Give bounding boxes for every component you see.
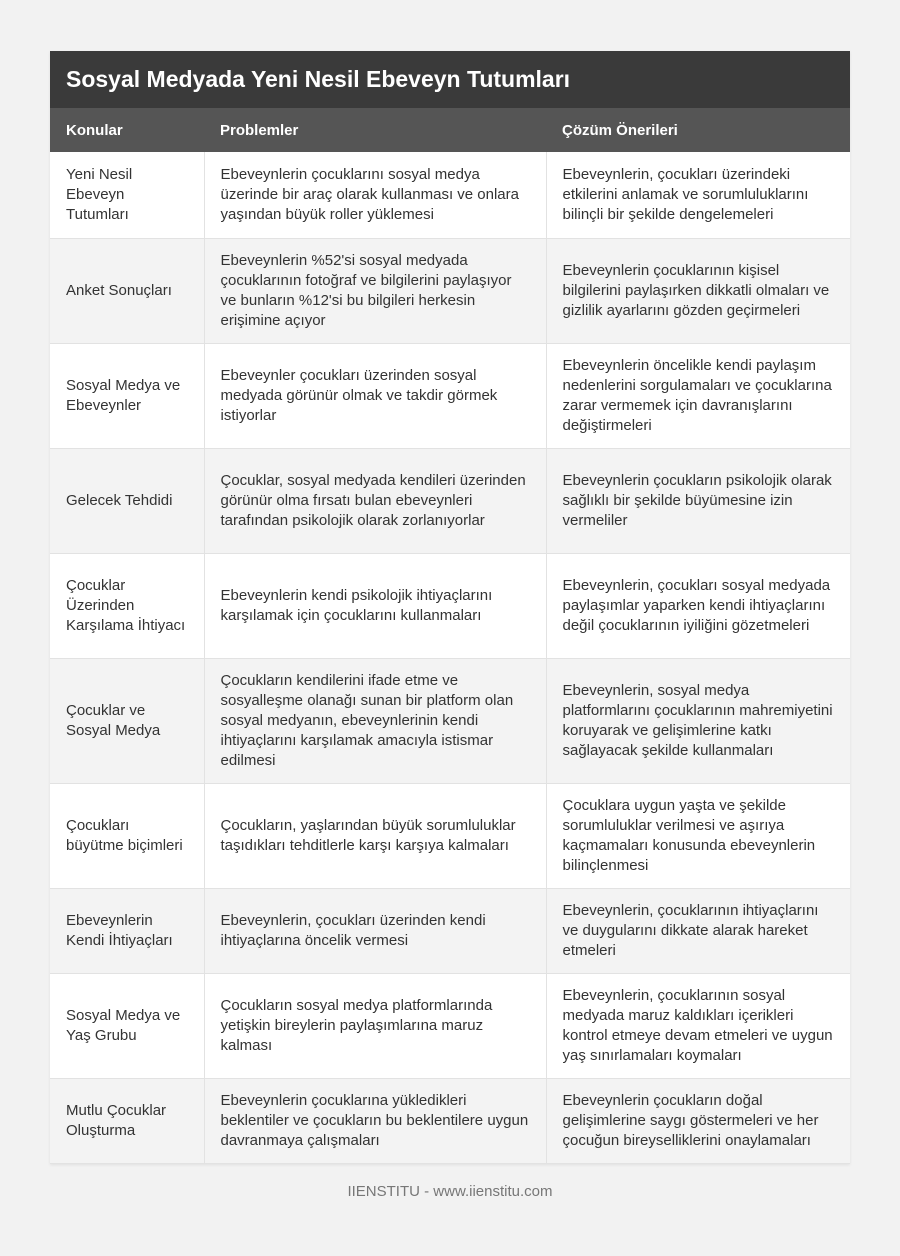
topic-cell: Yeni Nesil Ebeveyn Tutumları	[50, 152, 204, 238]
topic-cell: Ebeveynlerin Kendi İhtiyaçları	[50, 888, 204, 973]
table-row	[50, 553, 850, 658]
topic-cell: Çocuklar ve Sosyal Medya	[50, 658, 204, 783]
table-row	[50, 343, 850, 448]
problem-cell: Ebeveynlerin kendi psikolojik ihtiyaçlarını karşılamak için çocuklarını kullanmaları	[204, 553, 546, 658]
table-card	[50, 51, 850, 1164]
topic-cell: Anket Sonuçları	[50, 238, 204, 343]
solution-cell: Ebeveynlerin çocukların psikolojik olarak sağlıklı bir şekilde büyümesine izin vermeliler	[546, 448, 850, 553]
problem-cell: Çocuklar, sosyal medyada kendileri üzerinden görünür olma fırsatı bulan ebeveynleri tarafından psikolojik olarak zorlanıyorlar	[204, 448, 546, 553]
problem-cell: Ebeveynler çocukları üzerinden sosyal medyada görünür olmak ve takdir görmek istiyorlar	[204, 343, 546, 448]
problem-cell: Ebeveynlerin çocuklarına yükledikleri beklentiler ve çocukların bu beklentilere uygun davranmaya çalışmaları	[204, 1078, 546, 1163]
topic-cell: Sosyal Medya ve Ebeveynler	[50, 343, 204, 448]
header-problemler: Problemler	[204, 108, 546, 152]
problem-cell: Çocukların sosyal medya platformlarında yetişkin bireylerin paylaşımlarına maruz kalması	[204, 973, 546, 1078]
footer-credit: IIENSTITU - www.iienstitu.com	[347, 1183, 553, 1200]
topic-cell: Sosyal Medya ve Yaş Grubu	[50, 973, 204, 1078]
table-row	[50, 448, 850, 553]
solution-cell: Ebeveynlerin, sosyal medya platformlarını çocuklarının mahremiyetini koruyarak ve gelişimlerine katkı sağlayacak şekilde kullanmaları	[546, 658, 850, 783]
problem-cell: Ebeveynlerin %52'si sosyal medyada çocuklarının fotoğraf ve bilgilerini paylaşıyor ve bunların %12'si bu bilgileri herkesin erişimine açıyor	[204, 238, 546, 343]
solution-cell: Çocuklara uygun yaşta ve şekilde sorumluluklar verilmesi ve aşırıya kaçmamaları konusunda ebeveynlerin bilinçlenmesi	[546, 783, 850, 888]
table-row	[50, 238, 850, 343]
table-row	[50, 783, 850, 888]
header-konular: Konular	[50, 108, 204, 152]
table-row	[50, 888, 850, 973]
solution-cell: Ebeveynlerin, çocukları üzerindeki etkilerini anlamak ve sorumluluklarını bilinçli bir şekilde dengelemeleri	[546, 152, 850, 238]
page-title: Sosyal Medyada Yeni Nesil Ebeveyn Tutumları	[50, 51, 850, 108]
table-row	[50, 152, 850, 238]
header-row	[50, 108, 850, 152]
solution-cell: Ebeveynlerin çocukların doğal gelişimlerine saygı göstermeleri ve her çocuğun bireyselliklerini onaylamaları	[546, 1078, 850, 1163]
topic-cell: Mutlu Çocuklar Oluşturma	[50, 1078, 204, 1163]
solution-cell: Ebeveynlerin, çocuklarının sosyal medyada maruz kaldıkları içerikleri kontrol etmeye devam etmeleri ve uygun yaş sınırlamaları koymaları	[546, 973, 850, 1078]
topic-cell: Çocukları büyütme biçimleri	[50, 783, 204, 888]
problem-cell: Çocukların, yaşlarından büyük sorumluluklar taşıdıkları tehditlerle karşı karşıya kalmaları	[204, 783, 546, 888]
topic-cell: Gelecek Tehdidi	[50, 448, 204, 553]
problem-cell: Çocukların kendilerini ifade etme ve sosyalleşme olanağı sunan bir platform olan sosyal medyanın, ebeveynlerinin kendi ihtiyaçlarını karşılamak amacıyla istismar edilmesi	[204, 658, 546, 783]
header-cozum-onerileri: Çözüm Önerileri	[546, 108, 850, 152]
table-row	[50, 973, 850, 1078]
solution-cell: Ebeveynlerin, çocukları sosyal medyada paylaşımlar yaparken kendi ihtiyaçlarını değil çocuklarının iyiliğini gözetmeleri	[546, 553, 850, 658]
topic-cell: Çocuklar Üzerinden Karşılama İhtiyacı	[50, 553, 204, 658]
solution-cell: Ebeveynlerin çocuklarının kişisel bilgilerini paylaşırken dikkatli olmaları ve gizlilik ayarlarını gözden geçirmeleri	[546, 238, 850, 343]
solution-cell: Ebeveynlerin öncelikle kendi paylaşım nedenlerini sorgulamaları ve çocuklarına zarar vermemek için davranışlarını değiştirmeleri	[546, 343, 850, 448]
table-row	[50, 1078, 850, 1163]
solution-cell: Ebeveynlerin, çocuklarının ihtiyaçlarını ve duygularını dikkate alarak hareket etmeleri	[546, 888, 850, 973]
problem-cell: Ebeveynlerin, çocukları üzerinden kendi ihtiyaçlarına öncelik vermesi	[204, 888, 546, 973]
data-table	[50, 108, 850, 1164]
table-row	[50, 658, 850, 783]
problem-cell: Ebeveynlerin çocuklarını sosyal medya üzerinde bir araç olarak kullanması ve onlara yaşından büyük roller yüklemesi	[204, 152, 546, 238]
